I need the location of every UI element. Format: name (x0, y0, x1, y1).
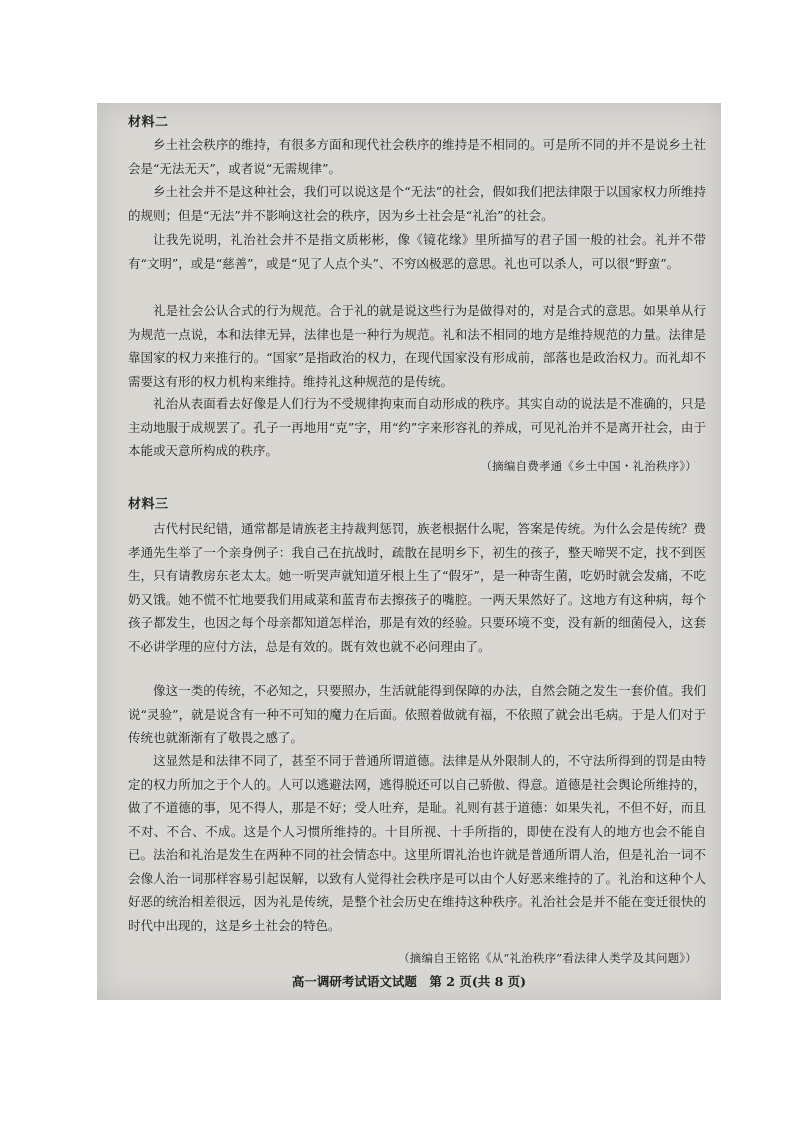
paragraph: 让我先说明，礼治社会并不是指文质彬彬，像《镜花缘》里所描写的君子国一般的社会。礼并不带有“文明”，或是“慈善”，或是“见了人点个头”、不穷凶极恶的意思。礼也可以杀人，可以很“野蛮”。 (128, 232, 706, 271)
paragraph: 礼治从表面看去好像是人们行为不受规律拘束而自动形成的秩序。其实自动的说法是不准确的，只是主动地服于成规罢了。孔子一再地用“克”字，用“约”字来形容礼的养成，可见礼治并不是离开社会，由于本能或天意所构成的秩序。 (128, 396, 706, 458)
paragraph: 古代村民纪错，通常都是请族老主持裁判惩罚，族老根据什么呢，答案是传统。为什么会是传统？费孝通先生举了一个亲身例子：我自己在抗战时，疏散在昆明乡下，初生的孩子，整天啼哭不定，找不到医生，只有请教房东老太太。她一听哭声就知道牙根上生了“假牙”，是一种寄生菌，吃奶时就会发痛，不吃奶又饿。她不慌不忙地要我们用咸菜和蓝青布去擦孩子的嘴腔。一两天果然好了。这地方有这种病，每个孩子都发生，也因之每个母亲都知道怎样治，那是有效的经验。只要环境不变，没有新的细菌侵入，这套不必讲学理的应付方法，总是有效的。既有效也就不必问理由了。 (128, 521, 706, 654)
paragraph: 乡土社会秩序的维持，有很多方面和现代社会秩序的维持是不相同的。可是所不同的并不是说乡土社会是“无法无天”，或者说“无需规律”。 (128, 137, 706, 176)
section-title-material-3: 材料三 (128, 497, 169, 512)
exam-page (97, 103, 721, 1000)
paragraph: 礼是社会公认合式的行为规范。合于礼的就是说这些行为是做得对的，对是合式的意思。如果单从行为规范一点说，本和法律无异，法律也是一种行为规范。礼和法不相同的地方是维持规范的力量。法律是靠国家的权力来推行的。“国家”是指政治的权力，在现代国家没有形成前，部落也是政治权力。而礼却不需要这有形的权力机构来维持。维持礼这种规范的是传统。 (128, 303, 706, 389)
paragraph: 这显然是和法律不同了，甚至不同于普通所谓道德。法律是从外限制人的，不守法所得到的罚是由特定的权力所加之于个人的。人可以逃避法网，逃得脱还可以自己骄傲、得意。道德是社会舆论所维持的，做了不道德的事，见不得人，那是不好；受人吐弃，是耻。礼则有甚于道德：如果失礼，不但不好，而且不对、不合、不成。这是个人习惯所维持的。十目所视、十手所指的，即使在没有人的地方也会不能自已。 (128, 753, 706, 862)
source-citation: （摘编自费孝通《乡土中国・礼治秩序》） (480, 459, 697, 473)
source-citation: （摘编自王铭铭《从“礼治秩序”看法律人类学及其问题》） (398, 951, 697, 965)
paragraph: 像这一类的传统，不必知之，只要照办，生活就能得到保障的办法，自然会随之发生一套价值。我们说“灵验”，就是说含有一种不可知的魔力在后面。依照着做就有福，不依照了就会出毛病。于是人们对于传统也就渐渐有了敬畏之感了。 (128, 683, 706, 745)
paragraph: 法治和礼治是发生在两种不同的社会情态中。这里所谓礼治也许就是普通所谓人治，但是礼治一词不会像人治一词那样容易引起误解，以致有人觉得社会秩序是可以由个人好恶来维持的了。礼治和这种个人好恶的统治相差很远，因为礼是传统，是整个社会历史在维持这种秩序。礼治社会是并不能在变迁很快的时代中出现的，这是乡土社会的特色。 (128, 847, 706, 933)
paragraph: 乡土社会并不是这种社会，我们可以说这是个“无法”的社会，假如我们把法律限于以国家权力所维持的规则；但是“无法”并不影响这社会的秩序，因为乡土社会是“礼治”的社会。 (128, 184, 706, 223)
section-title-material-2: 材料二 (128, 115, 169, 130)
page-footer: 高一调研考试语文试题 第 2 页(共 8 页) (291, 974, 527, 989)
